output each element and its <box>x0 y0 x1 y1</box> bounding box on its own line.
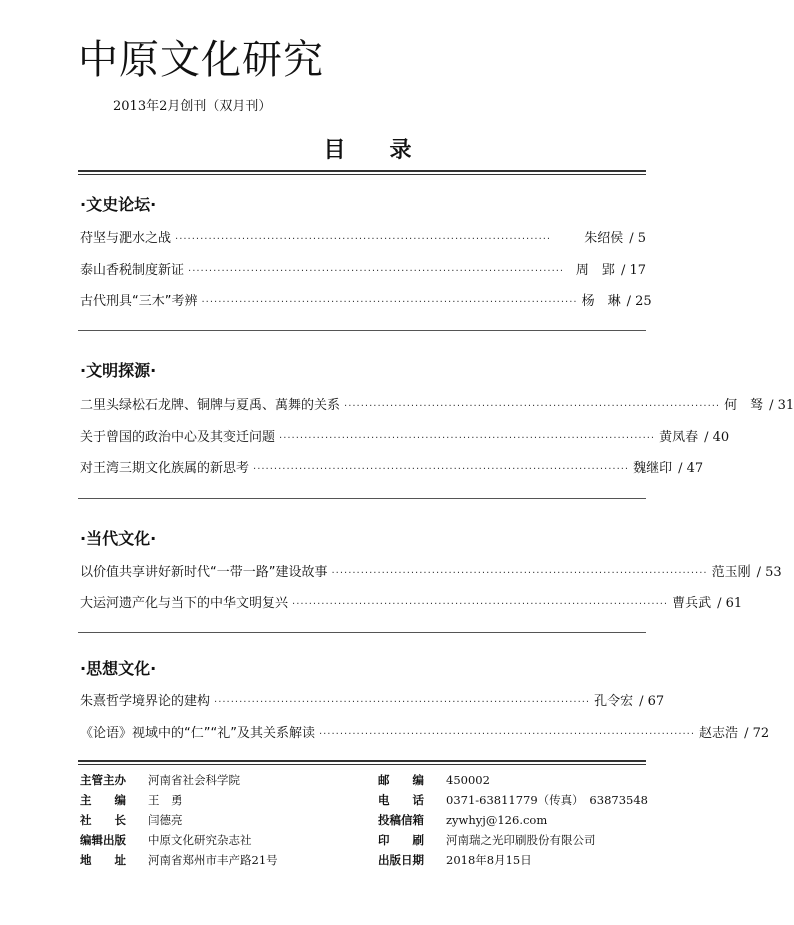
entry-page-number: 72 <box>752 726 770 741</box>
entry-page-number: 47 <box>686 461 704 476</box>
entry-page-number: 53 <box>765 565 782 580</box>
info-row <box>80 812 183 830</box>
entry-author: 曹兵武 <box>672 596 712 611</box>
journal-title: 中原文化研究 <box>78 37 324 83</box>
entry-title: 对王湾三期文化族属的新思考 <box>80 461 250 476</box>
leader-dots: ·························································································· <box>292 599 669 610</box>
entry-page: / 25 <box>626 294 652 309</box>
info-value: 河南省郑州市丰产路21号 <box>148 853 278 867</box>
toc-entry[interactable] <box>80 722 770 742</box>
leader-dots: ·························································································· <box>214 697 591 708</box>
info-label: 投稿信箱 <box>378 813 424 827</box>
info-value: 0371-63811779（传真） 63873548 <box>446 793 648 807</box>
entry-page: / 47 <box>678 461 704 476</box>
entry-title: 以价值共享讲好新时代“一带一路”建设故事 <box>80 565 328 580</box>
entry-author: 魏继印 <box>633 461 673 476</box>
info-label: 邮 编 <box>378 773 424 787</box>
info-label: 编辑出版 <box>80 833 126 847</box>
heading-rule-thick <box>78 170 646 172</box>
info-label: 印 刷 <box>378 833 424 847</box>
entry-title: 大运河遗产化与当下的中华文明复兴 <box>80 596 289 611</box>
entry-page-number: 25 <box>635 294 652 309</box>
entry-page: / 5 <box>629 231 646 246</box>
leader-dots: ·························································································· <box>188 266 565 277</box>
entry-title: 《论语》视域中的“仁”“礼”及其关系解读 <box>80 726 315 741</box>
info-value: 中原文化研究杂志社 <box>148 833 252 847</box>
info-value: 王 勇 <box>148 793 183 807</box>
entry-author: 朱绍侯 <box>584 231 624 246</box>
entry-title: 关于曾国的政治中心及其变迁问题 <box>80 430 276 445</box>
info-row <box>80 852 278 870</box>
entry-page: / 53 <box>756 565 782 580</box>
info-row <box>80 772 240 790</box>
info-rule-thick <box>78 760 646 762</box>
section-title: ·思想文化· <box>80 659 157 678</box>
entry-page-number: 40 <box>712 430 730 445</box>
entry-page: / 61 <box>717 596 743 611</box>
entry-title: 古代刑具“三木”考辨 <box>80 294 198 309</box>
entry-page-number: 31 <box>777 398 794 413</box>
info-row <box>378 852 532 870</box>
toc-entry[interactable] <box>80 227 646 247</box>
entry-title: 泰山香税制度新证 <box>80 263 185 278</box>
section-title: ·文史论坛· <box>80 195 157 214</box>
leader-dots: ·························································································· <box>318 729 696 740</box>
section-divider <box>78 498 646 499</box>
info-value: 河南瑞之光印刷股份有限公司 <box>446 833 596 847</box>
info-label: 出版日期 <box>378 853 424 867</box>
info-label: 社 长 <box>80 813 126 827</box>
entry-page-number: 67 <box>647 694 665 709</box>
info-label: 地 址 <box>80 853 126 867</box>
info-value: 闫德亮 <box>148 813 183 827</box>
toc-entry[interactable] <box>80 592 743 612</box>
heading-rule-thin <box>78 174 646 175</box>
info-value: 2018年8月15日 <box>446 853 532 867</box>
entry-title: 二里头绿松石龙牌、铜牌与夏禹、萬舞的关系 <box>80 398 341 413</box>
info-row <box>378 772 490 790</box>
info-row <box>80 832 252 850</box>
info-row <box>378 812 547 830</box>
leader-dots: ·························································································· <box>331 568 708 579</box>
entry-author: 赵志浩 <box>699 726 739 741</box>
info-rule-thin <box>78 764 646 765</box>
entry-author: 杨 琳 <box>581 294 621 309</box>
entry-author: 黄凤春 <box>659 430 699 445</box>
entry-page-number: 17 <box>629 263 646 278</box>
section-title: ·文明探源· <box>80 361 157 380</box>
leader-dots: ·························································································· <box>253 464 630 475</box>
info-label: 电 话 <box>378 793 424 807</box>
entry-page: / 17 <box>620 263 646 278</box>
toc-heading: 目录 <box>323 138 456 163</box>
entry-page: / 31 <box>769 398 794 413</box>
entry-page: / 40 <box>704 430 730 445</box>
entry-page-number: 61 <box>725 596 743 611</box>
info-row <box>80 792 183 810</box>
entry-page: / 67 <box>639 694 665 709</box>
toc-entry[interactable] <box>80 426 730 446</box>
entry-page: / 72 <box>744 726 770 741</box>
entry-author: 周 郢 <box>575 263 615 278</box>
section-title: ·当代文化· <box>80 529 157 548</box>
entry-page-number: 5 <box>637 231 646 246</box>
toc-entry[interactable] <box>80 457 704 477</box>
toc-entry[interactable] <box>80 561 782 581</box>
entry-author: 何 驽 <box>724 398 764 413</box>
entry-title: 朱熹哲学境界论的建构 <box>80 694 211 709</box>
leader-dots: ·························································································· <box>279 433 656 444</box>
leader-dots: ·························································································· <box>344 401 721 412</box>
info-label: 主 编 <box>80 793 126 807</box>
info-value: 450002 <box>446 773 490 787</box>
entry-author: 孔令宏 <box>594 694 634 709</box>
leader-dots: ·························································································· <box>175 234 552 245</box>
section-divider <box>78 330 646 331</box>
toc-entry[interactable] <box>80 690 665 710</box>
info-value: 河南省社会科学院 <box>148 773 240 787</box>
toc-entry[interactable] <box>80 259 646 279</box>
entry-author: 范玉刚 <box>711 565 751 580</box>
toc-entry[interactable] <box>80 394 794 414</box>
leader-dots: ·························································································· <box>201 297 578 308</box>
info-row <box>378 792 648 810</box>
info-value: zywhyj@126.com <box>446 813 548 827</box>
entry-title: 苻坚与淝水之战 <box>80 231 172 246</box>
toc-entry[interactable] <box>80 290 652 310</box>
info-row <box>378 832 596 850</box>
journal-founding-note: 2013年2月创刊（双月刊） <box>113 99 272 114</box>
section-divider <box>78 632 646 633</box>
info-label: 主管主办 <box>80 773 126 787</box>
